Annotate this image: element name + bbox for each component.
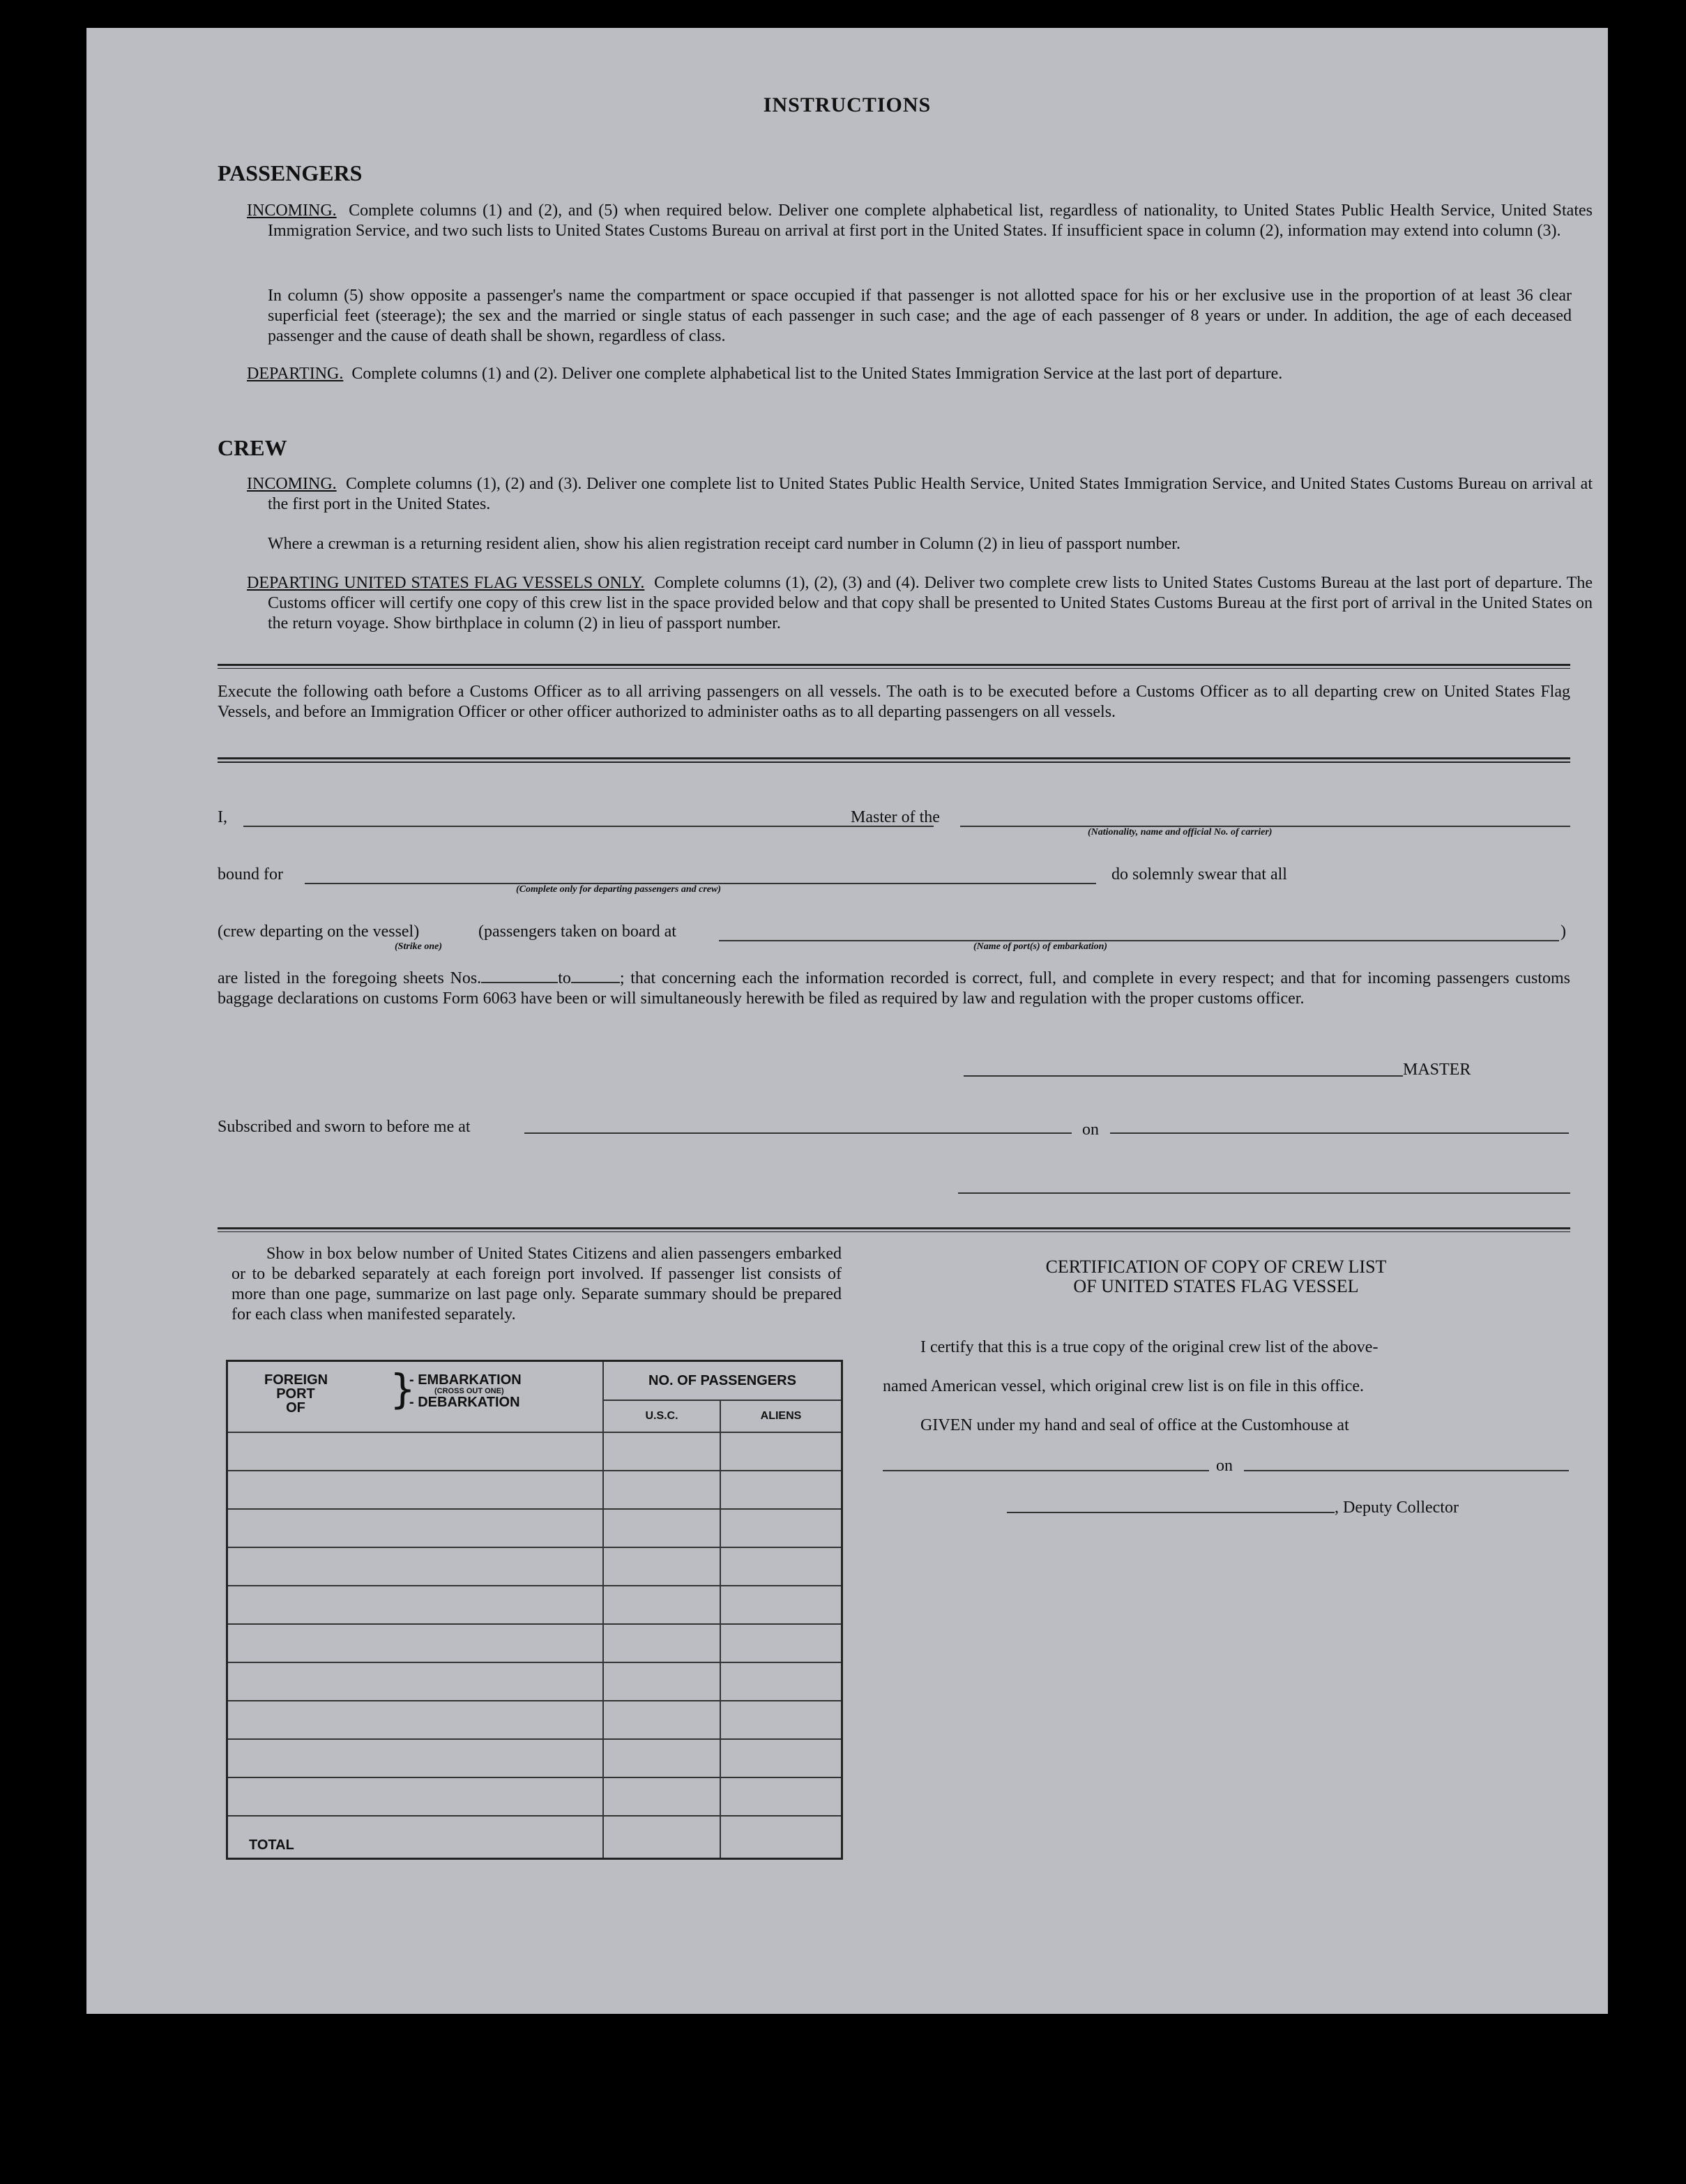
certification-date-field[interactable] xyxy=(1244,1470,1569,1471)
table-row xyxy=(227,1471,842,1509)
table-row xyxy=(227,1509,842,1547)
sheet-to-field[interactable] xyxy=(571,968,620,983)
oath-listed-paragraph xyxy=(218,968,1570,1009)
listed-start: are listed in the foregoing sheets Nos. xyxy=(218,969,482,987)
bound-for: bound for xyxy=(218,865,283,884)
port-cell[interactable] xyxy=(227,1777,604,1816)
passengers-departing-text: Complete columns (1) and (2). Deliver one complete alphabetical list to the United States Immigration Service at the last port of departure. xyxy=(351,365,1283,383)
divider xyxy=(218,668,1570,669)
total-label: TOTAL xyxy=(227,1816,604,1859)
port-cell[interactable] xyxy=(227,1547,604,1586)
cross-out-note: (CROSS OUT ONE) xyxy=(434,1387,504,1395)
sworn-date-field[interactable] xyxy=(1110,1132,1569,1134)
aliens-cell[interactable] xyxy=(720,1586,842,1624)
certification-line-1: I certify that this is a true copy of the original crew list of the above- xyxy=(920,1338,1379,1356)
master-signature-field[interactable] xyxy=(964,1075,1403,1077)
table-row xyxy=(227,1739,842,1777)
table-row xyxy=(227,1547,842,1586)
master-name-field[interactable] xyxy=(243,826,934,827)
usc-total-cell[interactable] xyxy=(603,1816,720,1859)
table-row xyxy=(227,1586,842,1624)
sworn-location-field[interactable] xyxy=(524,1132,1072,1134)
subscribed-text: Subscribed and sworn to before me at xyxy=(218,1118,471,1136)
aliens-cell[interactable] xyxy=(720,1471,842,1509)
certification-heading-2: OF UNITED STATES FLAG VESSEL xyxy=(1073,1276,1359,1296)
crew-resident-paragraph: Where a crewman is a returning resident alien, show his alien registration receipt card number in Column (2) in lieu of passport number. xyxy=(268,535,1180,553)
certification-heading-1: CERTIFICATION OF COPY OF CREW LIST xyxy=(1045,1257,1387,1277)
table-row xyxy=(227,1662,842,1701)
table-row xyxy=(227,1624,842,1662)
on-text: on xyxy=(1082,1121,1099,1139)
port-cell[interactable] xyxy=(227,1432,604,1471)
page-title: INSTRUCTIONS xyxy=(763,93,932,116)
passengers-departing-paragraph xyxy=(247,364,1593,384)
aliens-cell[interactable] xyxy=(720,1432,842,1471)
to-text: to xyxy=(558,969,571,987)
divider xyxy=(218,757,1570,759)
crew-incoming-label: INCOMING. xyxy=(247,475,337,493)
customhouse-field[interactable] xyxy=(883,1470,1209,1471)
divider xyxy=(218,761,1570,763)
aliens-cell[interactable] xyxy=(720,1739,842,1777)
divider xyxy=(218,1227,1570,1229)
usc-cell[interactable] xyxy=(603,1586,720,1624)
certification-on: on xyxy=(1216,1457,1233,1475)
passengers-column5-paragraph: In column (5) show opposite a passenger's name the compartment or space occupied if that passenger is not allotted space for his or her exclusive use in the proportion of at least 36 clear superficial feet (steerage); the sex and the married or single status of each passenger in such case; and the age of each passenger of 8 years or under. In addition, the age of each deceased passenger and the cause of death shall be shown, regardless of class. xyxy=(268,287,1572,345)
embarkation-label[interactable]: - EMBARKATION xyxy=(409,1372,522,1388)
crew-heading: CREW xyxy=(218,435,287,460)
strike-one-caption: (Strike one) xyxy=(395,941,443,952)
port-cell[interactable] xyxy=(227,1662,604,1701)
no-passengers-header: NO. OF PASSENGERS xyxy=(603,1361,842,1401)
aliens-cell[interactable] xyxy=(720,1547,842,1586)
passengers-incoming-paragraph xyxy=(247,201,1593,241)
table-row xyxy=(227,1777,842,1816)
table-row xyxy=(227,1432,842,1471)
usc-header: U.S.C. xyxy=(603,1400,720,1432)
port-header-cell xyxy=(227,1361,604,1433)
port-cell[interactable] xyxy=(227,1509,604,1547)
passengers-heading: PASSENGERS xyxy=(218,160,363,185)
aliens-cell[interactable] xyxy=(720,1701,842,1739)
summary-instructions: Show in box below number of United States Citizens and alien passengers embarked or to be debarked separately at each foreign port involved. If passenger list consists of more than one page, summarize on last page only. Separate summary should be prepared for each class when manifested separately. xyxy=(231,1245,842,1324)
port-cell[interactable] xyxy=(227,1471,604,1509)
passengers-incoming-text: Complete columns (1) and (2), and (5) when required below. Deliver one complete alphabetical list, regardless of nationality, to United States Public Health Service, United States Immigration Service, and two such lists to United States Customs Bureau on arrival at first port in the United States. If insufficient space in column (2), information may extend into column (3). xyxy=(268,202,1593,240)
usc-cell[interactable] xyxy=(603,1662,720,1701)
certification-line-3: GIVEN under my hand and seal of office at the Customhouse at xyxy=(920,1416,1349,1434)
crew-departing-paragraph xyxy=(247,573,1593,634)
swear-text: do solemnly swear that all xyxy=(1111,865,1287,884)
aliens-total-cell[interactable] xyxy=(720,1816,842,1859)
divider xyxy=(218,1231,1570,1232)
embarkation-port-field[interactable] xyxy=(719,940,1559,941)
certification-line-2: named American vessel, which original crew list is on file in this office. xyxy=(883,1377,1365,1395)
brace-glyph: } xyxy=(390,1365,416,1413)
crew-incoming-paragraph xyxy=(247,474,1593,515)
aliens-cell[interactable] xyxy=(720,1624,842,1662)
officer-signature-field[interactable] xyxy=(958,1192,1570,1194)
crew-departing-option[interactable]: (crew departing on the vessel) xyxy=(218,923,420,941)
usc-cell[interactable] xyxy=(603,1547,720,1586)
close-paren: ) xyxy=(1560,923,1566,941)
passengers-taken-option[interactable]: (passengers taken on board at xyxy=(478,923,676,941)
oath-i: I, xyxy=(218,808,227,826)
usc-cell[interactable] xyxy=(603,1432,720,1471)
port-cell[interactable] xyxy=(227,1624,604,1662)
crew-incoming-text: Complete columns (1), (2) and (3). Deliver one complete list to United States Public Health Service, United States Immigration Service, and United States Customs Bureau on arrival at the first port in the United States. xyxy=(268,475,1593,513)
aliens-cell[interactable] xyxy=(720,1509,842,1547)
foreign-label: FOREIGN xyxy=(264,1372,328,1388)
port-caption: (Name of port(s) of embarkation) xyxy=(973,941,1108,952)
sheet-from-field[interactable] xyxy=(481,968,558,983)
master-label: MASTER xyxy=(1403,1061,1471,1079)
form-page xyxy=(86,28,1608,2014)
passenger-summary-table xyxy=(226,1360,843,1860)
listed-rest: ; that concerning each the information recorded is correct, full, and complete in every respect; and that for incoming passengers customs baggage declarations on customs Form 6063 have been or will simultaneously herewith be filed as required by law and regulation with the proper customs officer. xyxy=(218,969,1570,1008)
debarkation-label[interactable]: - DEBARKATION xyxy=(409,1395,520,1410)
aliens-cell[interactable] xyxy=(720,1777,842,1816)
aliens-header: ALIENS xyxy=(720,1400,842,1432)
usc-cell[interactable] xyxy=(603,1624,720,1662)
total-row xyxy=(227,1816,842,1859)
port-cell[interactable] xyxy=(227,1701,604,1739)
port-label: PORT xyxy=(276,1386,315,1402)
usc-cell[interactable] xyxy=(603,1739,720,1777)
table-row xyxy=(227,1701,842,1739)
deputy-signature-field[interactable] xyxy=(1007,1512,1335,1513)
crew-departing-label: DEPARTING UNITED STATES FLAG VESSELS ONLY. xyxy=(247,574,645,592)
usc-cell[interactable] xyxy=(603,1471,720,1509)
passengers-departing-label: DEPARTING. xyxy=(247,365,344,383)
aliens-cell[interactable] xyxy=(720,1662,842,1701)
master-of-the: Master of the xyxy=(851,808,940,826)
bound-caption: (Complete only for departing passengers and crew) xyxy=(516,884,721,895)
divider xyxy=(218,664,1570,666)
passengers-incoming-label: INCOMING. xyxy=(247,202,337,220)
usc-cell[interactable] xyxy=(603,1701,720,1739)
usc-cell[interactable] xyxy=(603,1509,720,1547)
of-label: OF xyxy=(286,1400,305,1416)
port-cell[interactable] xyxy=(227,1739,604,1777)
crew-departing-text: Complete columns (1), (2), (3) and (4). Deliver two complete crew lists to United States Customs Bureau at the last port of departure. The Customs officer will certify one copy of this crew list in the space provided below and that copy shall be presented to United States Customs Bureau at the first port of arrival in the United States on the return voyage. Show birthplace in column (2) in lieu of passport number. xyxy=(268,574,1593,632)
deputy-collector-label: , Deputy Collector xyxy=(1335,1499,1459,1517)
port-cell[interactable] xyxy=(227,1586,604,1624)
usc-cell[interactable] xyxy=(603,1777,720,1816)
oath-instructions: Execute the following oath before a Customs Officer as to all arriving passengers on all vessels. The oath is to be executed before a Customs Officer as to all departing crew on United States Flag Vessels, and before an Immigration Officer or other officer authorized to administer oaths as to all departing passengers on all vessels. xyxy=(218,683,1570,721)
carrier-caption: (Nationality, name and official No. of carrier) xyxy=(1088,827,1273,837)
